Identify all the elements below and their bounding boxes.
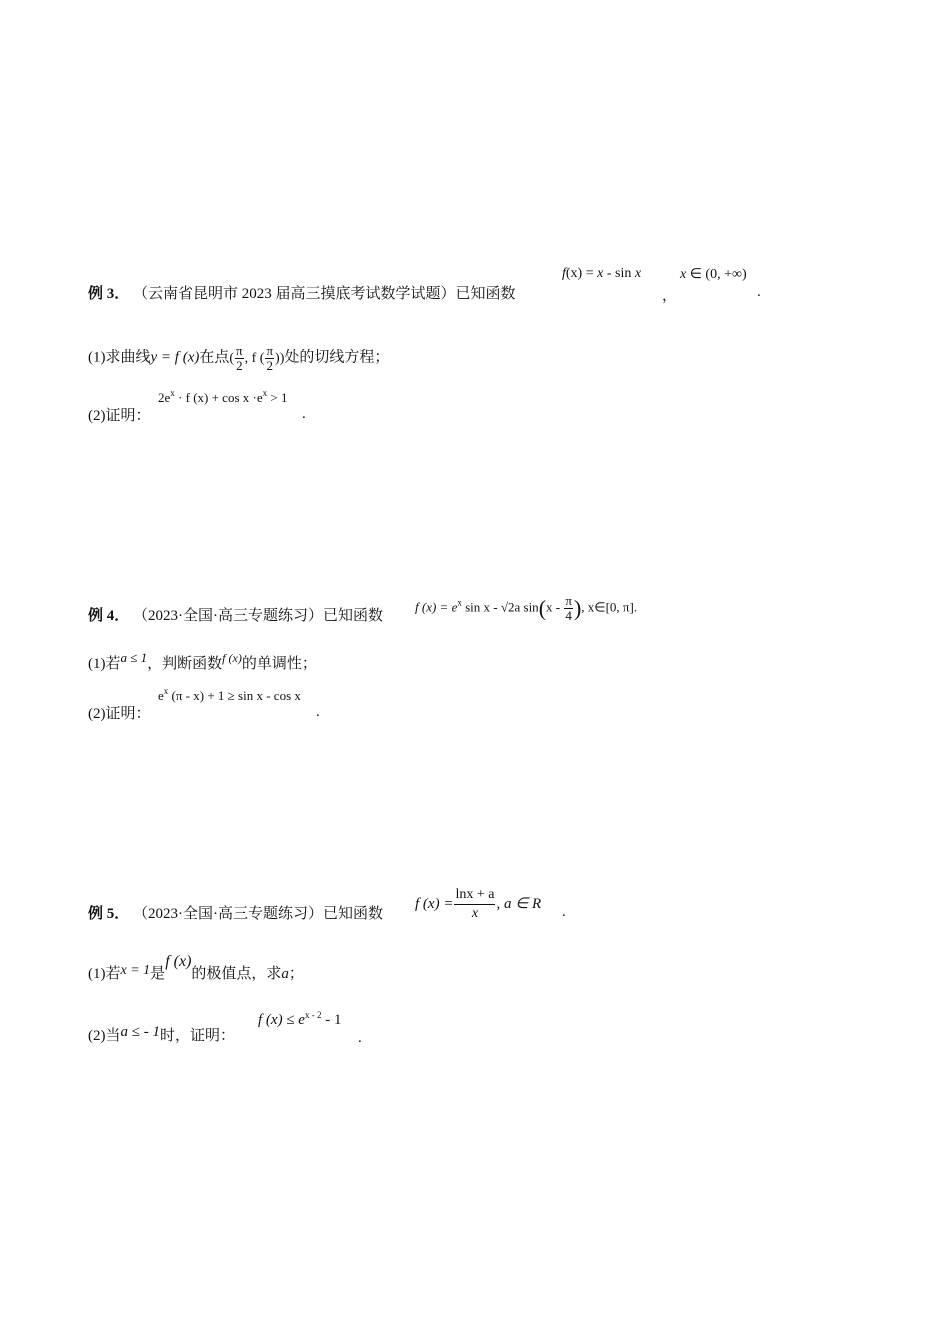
example-3-question-2: (2)证明： [88, 408, 151, 424]
example-5-label: 例 5． [88, 906, 130, 922]
example-4-label: 例 4． [88, 608, 130, 624]
example-5-function: f (x) = $\frac{\ln x + a}{x}$ , a ∈ R [415, 887, 542, 921]
example-3-comma: ， [662, 288, 678, 304]
condition-a: a ≤ 1 [120, 650, 148, 665]
example-3-heading [88, 284, 516, 304]
example-4-q2-period: . [316, 704, 320, 720]
example-3-function: f(x) = x - sin x [562, 266, 642, 281]
example-3-inequality: $2e^x \cdot f$ $(x) + \cos x \cdot e^x > 1$ [158, 388, 288, 405]
example-4-function: f $(x) = e^x$ sin x - √2a sin(x - $\frac{\pi}{4}$ ), x∈[0, π]. [415, 593, 638, 623]
example-5-q2-period: . [358, 1030, 362, 1046]
example-4-source: （2023·全国·高三专题练习）已知函数 [133, 608, 384, 624]
example-4-question-1: (1)若a ≤ 1，判断函数$^{f (x)}$的单调性； [88, 650, 317, 672]
example-3-question-1: (1)求曲线y = f (x)在点( $\frac{\pi}{2}$ , f ( $\frac{\pi}{2}$ ))处的切线方程； [88, 343, 390, 373]
example-4-heading [88, 606, 383, 626]
example-5-period: . [562, 904, 566, 920]
example-4-inequality: $e^x$ (π - x) + 1 ≥ sin x - cos x [158, 686, 301, 703]
example-3-source: （云南省昆明市 2023 届高三摸底考试数学试题）已知函数 [133, 286, 516, 302]
example-3-label: 例 3． [88, 286, 130, 302]
condition-x: x = 1 [120, 963, 151, 978]
example-3-q2-period: . [302, 406, 306, 422]
tangent-point: ( $\frac{\pi}{2}$ , f ( $\frac{\pi}{2}$ )) [229, 343, 285, 373]
example-3-domain: x ∈ (0, +∞) [680, 267, 747, 282]
example-3-period: . [757, 284, 761, 300]
condition-a: a ≤ - 1 [120, 1024, 160, 1040]
example-4-question-2: (2)证明： [88, 706, 151, 722]
curve-equation: y = f (x) [150, 349, 200, 366]
example-5-heading [88, 904, 383, 924]
example-5-inequality: f $(x) \le e^{x - 2} - 1$ [258, 1010, 342, 1028]
example-5-source: （2023·全国·高三专题练习）已知函数 [133, 906, 384, 922]
example-5-question-1: (1)若x = 1是f (x)的极值点，求a； [88, 953, 304, 982]
example-5-question-2: (2)当a ≤ - 1时，证明： [88, 1024, 235, 1044]
